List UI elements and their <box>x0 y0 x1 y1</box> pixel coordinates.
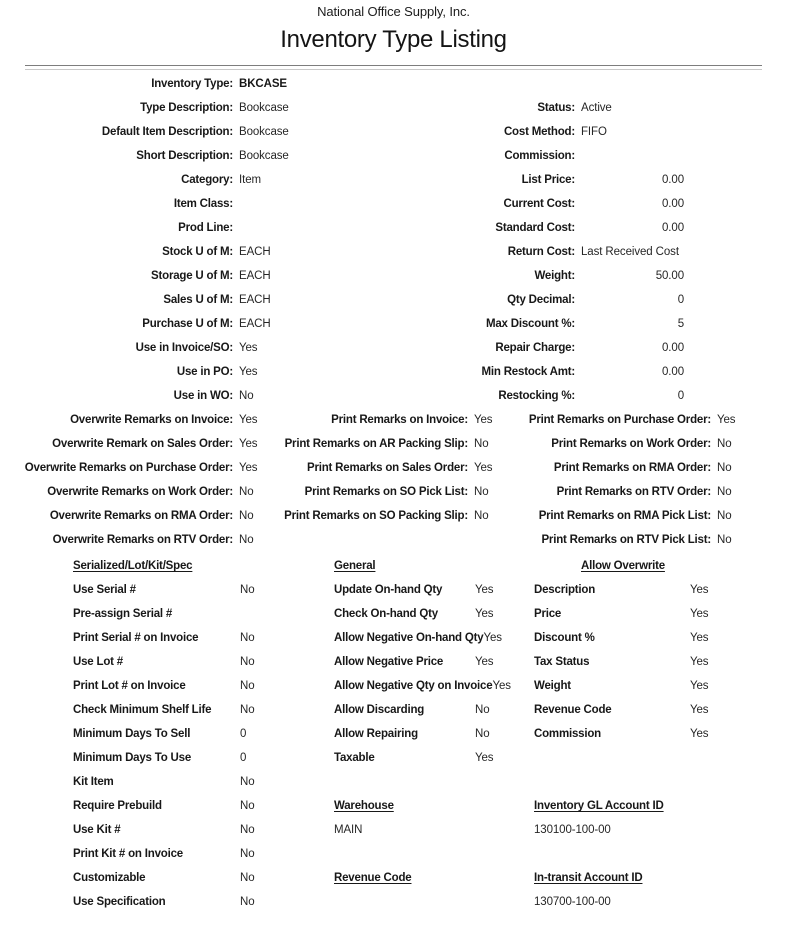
field-label: Status: <box>537 102 575 114</box>
list-row <box>334 722 530 746</box>
field-value: 0.00 <box>662 342 684 354</box>
item-value: Yes <box>475 608 494 620</box>
item-value: Yes <box>690 632 709 644</box>
field-row <box>0 528 430 552</box>
field-value: No <box>474 486 489 498</box>
list-row <box>534 866 787 890</box>
field-label: Print Remarks on SO Packing Slip: <box>284 510 468 522</box>
field-row <box>360 288 787 312</box>
print-remarks-column-2 <box>505 408 787 552</box>
field-value: No <box>239 510 254 522</box>
list-row <box>334 818 530 842</box>
item-value: Yes <box>690 728 709 740</box>
field-value: Yes <box>239 342 258 354</box>
field-value: 0.00 <box>662 198 684 210</box>
item-label: Allow Discarding <box>334 704 425 716</box>
list-row <box>334 554 530 578</box>
field-row <box>360 264 787 288</box>
field-row <box>360 336 787 360</box>
list-row <box>334 626 530 650</box>
field-label: Use in Invoice/SO: <box>135 342 233 354</box>
list-row <box>334 674 530 698</box>
item-value: Yes <box>690 704 709 716</box>
field-label: Use in WO: <box>173 390 233 402</box>
field-row <box>505 528 787 552</box>
list-row <box>534 650 787 674</box>
list-row <box>534 842 787 866</box>
item-label: Use Kit # <box>73 824 121 836</box>
field-value: Yes <box>717 414 736 426</box>
field-value: 0.00 <box>662 174 684 186</box>
item-value: No <box>475 728 490 740</box>
item-value: No <box>240 872 255 884</box>
field-label: Print Remarks on Sales Order: <box>306 462 468 474</box>
item-label: Use Lot # <box>73 656 123 668</box>
field-value: 0.00 <box>662 222 684 234</box>
field-label: Type Description: <box>140 102 233 114</box>
section-header: In-transit Account ID <box>534 872 643 884</box>
field-value: Yes <box>239 462 258 474</box>
field-value: 50.00 <box>655 270 684 282</box>
field-row <box>360 96 787 120</box>
section-header: General <box>334 560 376 572</box>
field-label: Overwrite Remarks on RTV Order: <box>52 534 233 546</box>
item-value: No <box>240 632 255 644</box>
list-row <box>334 842 530 866</box>
field-label: Purchase U of M: <box>142 318 233 330</box>
item-label: Check On-hand Qty <box>334 608 438 620</box>
list-row <box>534 554 787 578</box>
field-label: Repair Charge: <box>495 342 575 354</box>
list-row <box>534 626 787 650</box>
list-row <box>334 650 530 674</box>
list-row <box>534 746 787 770</box>
field-value: EACH <box>239 318 271 330</box>
section-header: Serialized/Lot/Kit/Spec <box>73 560 193 572</box>
list-row <box>73 746 328 770</box>
item-value: Yes <box>475 656 494 668</box>
field-value: No <box>239 486 254 498</box>
item-value: Yes <box>690 656 709 668</box>
field-row <box>360 192 787 216</box>
field-row <box>505 504 787 528</box>
list-row <box>73 818 328 842</box>
field-value: Bookcase <box>239 150 289 162</box>
field-value: 5 <box>677 318 684 330</box>
item-label: Minimum Days To Sell <box>73 728 191 740</box>
field-label: Overwrite Remarks on Purchase Order: <box>24 462 233 474</box>
field-label: Print Remarks on RTV Pick List: <box>541 534 711 546</box>
item-value: 0 <box>240 728 247 740</box>
list-row <box>534 698 787 722</box>
list-row <box>534 818 787 842</box>
item-label: Customizable <box>73 872 146 884</box>
list-row <box>73 770 328 794</box>
field-value: No <box>717 462 732 474</box>
field-label: Cost Method: <box>503 126 575 138</box>
list-row <box>73 794 328 818</box>
field-value: FIFO <box>581 126 607 138</box>
field-label: Overwrite Remarks on RMA Order: <box>49 510 233 522</box>
list-row <box>534 722 787 746</box>
item-label: Allow Negative Qty on Invoice <box>334 680 493 692</box>
item-label: Require Prebuild <box>73 800 162 812</box>
field-value: No <box>717 486 732 498</box>
field-label: Weight: <box>534 270 575 282</box>
general-flags-column <box>334 554 530 890</box>
item-value: 130700-100-00 <box>534 896 611 908</box>
item-value: Yes <box>475 752 494 764</box>
field-value: EACH <box>239 270 271 282</box>
field-label: Qty Decimal: <box>507 294 575 306</box>
list-row <box>73 722 328 746</box>
section-header: Revenue Code <box>334 872 412 884</box>
list-row <box>534 674 787 698</box>
field-value: Yes <box>239 366 258 378</box>
page-title: Inventory Type Listing <box>280 26 507 53</box>
general-info-right-column <box>360 96 787 408</box>
item-value: 130100-100-00 <box>534 824 611 836</box>
field-row <box>360 168 787 192</box>
field-label: Restocking %: <box>498 390 575 402</box>
field-label: Stock U of M: <box>162 246 233 258</box>
list-row <box>73 674 328 698</box>
field-label: Print Remarks on RMA Pick List: <box>538 510 711 522</box>
item-value: No <box>240 776 255 788</box>
field-value: Yes <box>239 414 258 426</box>
field-label: Use in PO: <box>176 366 233 378</box>
item-value: MAIN <box>334 824 363 836</box>
item-label: Pre-assign Serial # <box>73 608 173 620</box>
section-header: Allow Overwrite <box>581 560 665 572</box>
item-value: No <box>240 656 255 668</box>
item-value: Yes <box>492 680 511 692</box>
field-value: Last Received Cost <box>581 246 679 258</box>
field-label: Current Cost: <box>503 198 575 210</box>
item-label: Allow Negative On-hand Qty <box>334 632 484 644</box>
field-label: Overwrite Remarks on Invoice: <box>70 414 233 426</box>
field-value: 0 <box>677 294 684 306</box>
list-row <box>334 794 530 818</box>
field-label: Inventory Type: <box>151 78 233 90</box>
item-label: Allow Negative Price <box>334 656 444 668</box>
field-row <box>360 240 787 264</box>
field-label: Item Class: <box>173 198 233 210</box>
field-label: Overwrite Remarks on Work Order: <box>47 486 233 498</box>
field-label: Short Description: <box>136 150 233 162</box>
field-row <box>0 72 430 96</box>
item-value: No <box>240 848 255 860</box>
field-label: Print Remarks on RTV Order: <box>556 486 711 498</box>
item-label: Print Serial # on Invoice <box>73 632 199 644</box>
serialized-lot-kit-spec-column <box>73 554 328 914</box>
field-value: Active <box>581 102 612 114</box>
item-label: Taxable <box>334 752 375 764</box>
field-value: No <box>239 534 254 546</box>
item-label: Allow Repairing <box>334 728 418 740</box>
item-value: No <box>240 896 255 908</box>
item-label: Check Minimum Shelf Life <box>73 704 212 716</box>
field-row <box>505 408 787 432</box>
field-label: Standard Cost: <box>495 222 575 234</box>
section-header: Warehouse <box>334 800 394 812</box>
field-label: List Price: <box>521 174 575 186</box>
list-row <box>73 602 328 626</box>
field-row <box>360 144 787 168</box>
item-label: Print Lot # on Invoice <box>73 680 186 692</box>
item-value: Yes <box>483 632 502 644</box>
item-label: Weight <box>534 680 571 692</box>
field-row <box>360 216 787 240</box>
field-value: Yes <box>474 414 493 426</box>
field-value: 0.00 <box>662 366 684 378</box>
item-label: Commission <box>534 728 602 740</box>
list-row <box>73 842 328 866</box>
list-row <box>334 698 530 722</box>
company-name: National Office Supply, Inc. <box>317 4 470 19</box>
item-value: No <box>475 704 490 716</box>
item-value: Yes <box>690 584 709 596</box>
field-label: Print Remarks on RMA Order: <box>553 462 711 474</box>
item-value: No <box>240 704 255 716</box>
field-label: Overwrite Remark on Sales Order: <box>52 438 233 450</box>
item-value: 0 <box>240 752 247 764</box>
field-value: Bookcase <box>239 102 289 114</box>
item-label: Use Specification <box>73 896 166 908</box>
field-label: Default Item Description: <box>101 126 233 138</box>
field-label: Print Remarks on SO Pick List: <box>304 486 468 498</box>
item-value: No <box>240 584 255 596</box>
field-label: Return Cost: <box>507 246 575 258</box>
allow-overwrite-column <box>534 554 787 914</box>
list-row <box>334 746 530 770</box>
list-row <box>73 650 328 674</box>
item-label: Revenue Code <box>534 704 612 716</box>
item-value: No <box>240 824 255 836</box>
item-value: Yes <box>690 680 709 692</box>
field-label: Min Restock Amt: <box>481 366 575 378</box>
field-value: BKCASE <box>239 78 287 90</box>
list-row <box>534 602 787 626</box>
field-row <box>505 480 787 504</box>
item-label: Description <box>534 584 596 596</box>
field-row <box>360 384 787 408</box>
field-value: No <box>474 510 489 522</box>
field-value: No <box>717 534 732 546</box>
field-row <box>360 120 787 144</box>
item-label: Kit Item <box>73 776 114 788</box>
field-value: No <box>474 438 489 450</box>
item-label: Print Kit # on Invoice <box>73 848 183 860</box>
field-label: Max Discount %: <box>485 318 575 330</box>
field-value: 0 <box>677 390 684 402</box>
list-row <box>334 602 530 626</box>
list-row <box>73 554 328 578</box>
list-row <box>73 626 328 650</box>
item-value: No <box>240 800 255 812</box>
field-label: Sales U of M: <box>163 294 233 306</box>
field-value: No <box>239 390 254 402</box>
item-label: Tax Status <box>534 656 590 668</box>
list-row <box>73 698 328 722</box>
field-value: EACH <box>239 246 271 258</box>
list-row <box>73 866 328 890</box>
field-label: Storage U of M: <box>151 270 233 282</box>
list-row <box>534 578 787 602</box>
field-value: No <box>717 438 732 450</box>
list-row <box>534 770 787 794</box>
field-row <box>360 360 787 384</box>
item-label: Price <box>534 608 562 620</box>
field-row <box>505 456 787 480</box>
list-row <box>334 770 530 794</box>
item-value: Yes <box>690 608 709 620</box>
field-label: Print Remarks on Invoice: <box>331 414 468 426</box>
field-label: Commission: <box>504 150 575 162</box>
field-value: Bookcase <box>239 126 289 138</box>
field-value: Item <box>239 174 261 186</box>
list-row <box>534 890 787 914</box>
list-row <box>73 578 328 602</box>
field-label: Print Remarks on AR Packing Slip: <box>284 438 468 450</box>
field-row <box>360 312 787 336</box>
list-row <box>334 578 530 602</box>
item-label: Update On-hand Qty <box>334 584 443 596</box>
list-row <box>534 794 787 818</box>
item-label: Discount % <box>534 632 595 644</box>
field-label: Category: <box>181 174 233 186</box>
field-value: No <box>717 510 732 522</box>
item-value: Yes <box>475 584 494 596</box>
item-label: Minimum Days To Use <box>73 752 192 764</box>
field-row <box>505 432 787 456</box>
item-label: Use Serial # <box>73 584 136 596</box>
list-row <box>334 866 530 890</box>
item-value: No <box>240 680 255 692</box>
list-row <box>73 890 328 914</box>
field-label: Print Remarks on Work Order: <box>551 438 711 450</box>
header-divider <box>25 65 762 70</box>
field-label: Print Remarks on Purchase Order: <box>528 414 711 426</box>
field-value: EACH <box>239 294 271 306</box>
field-label: Prod Line: <box>178 222 233 234</box>
field-value: Yes <box>474 462 493 474</box>
field-value: Yes <box>239 438 258 450</box>
section-header: Inventory GL Account ID <box>534 800 664 812</box>
